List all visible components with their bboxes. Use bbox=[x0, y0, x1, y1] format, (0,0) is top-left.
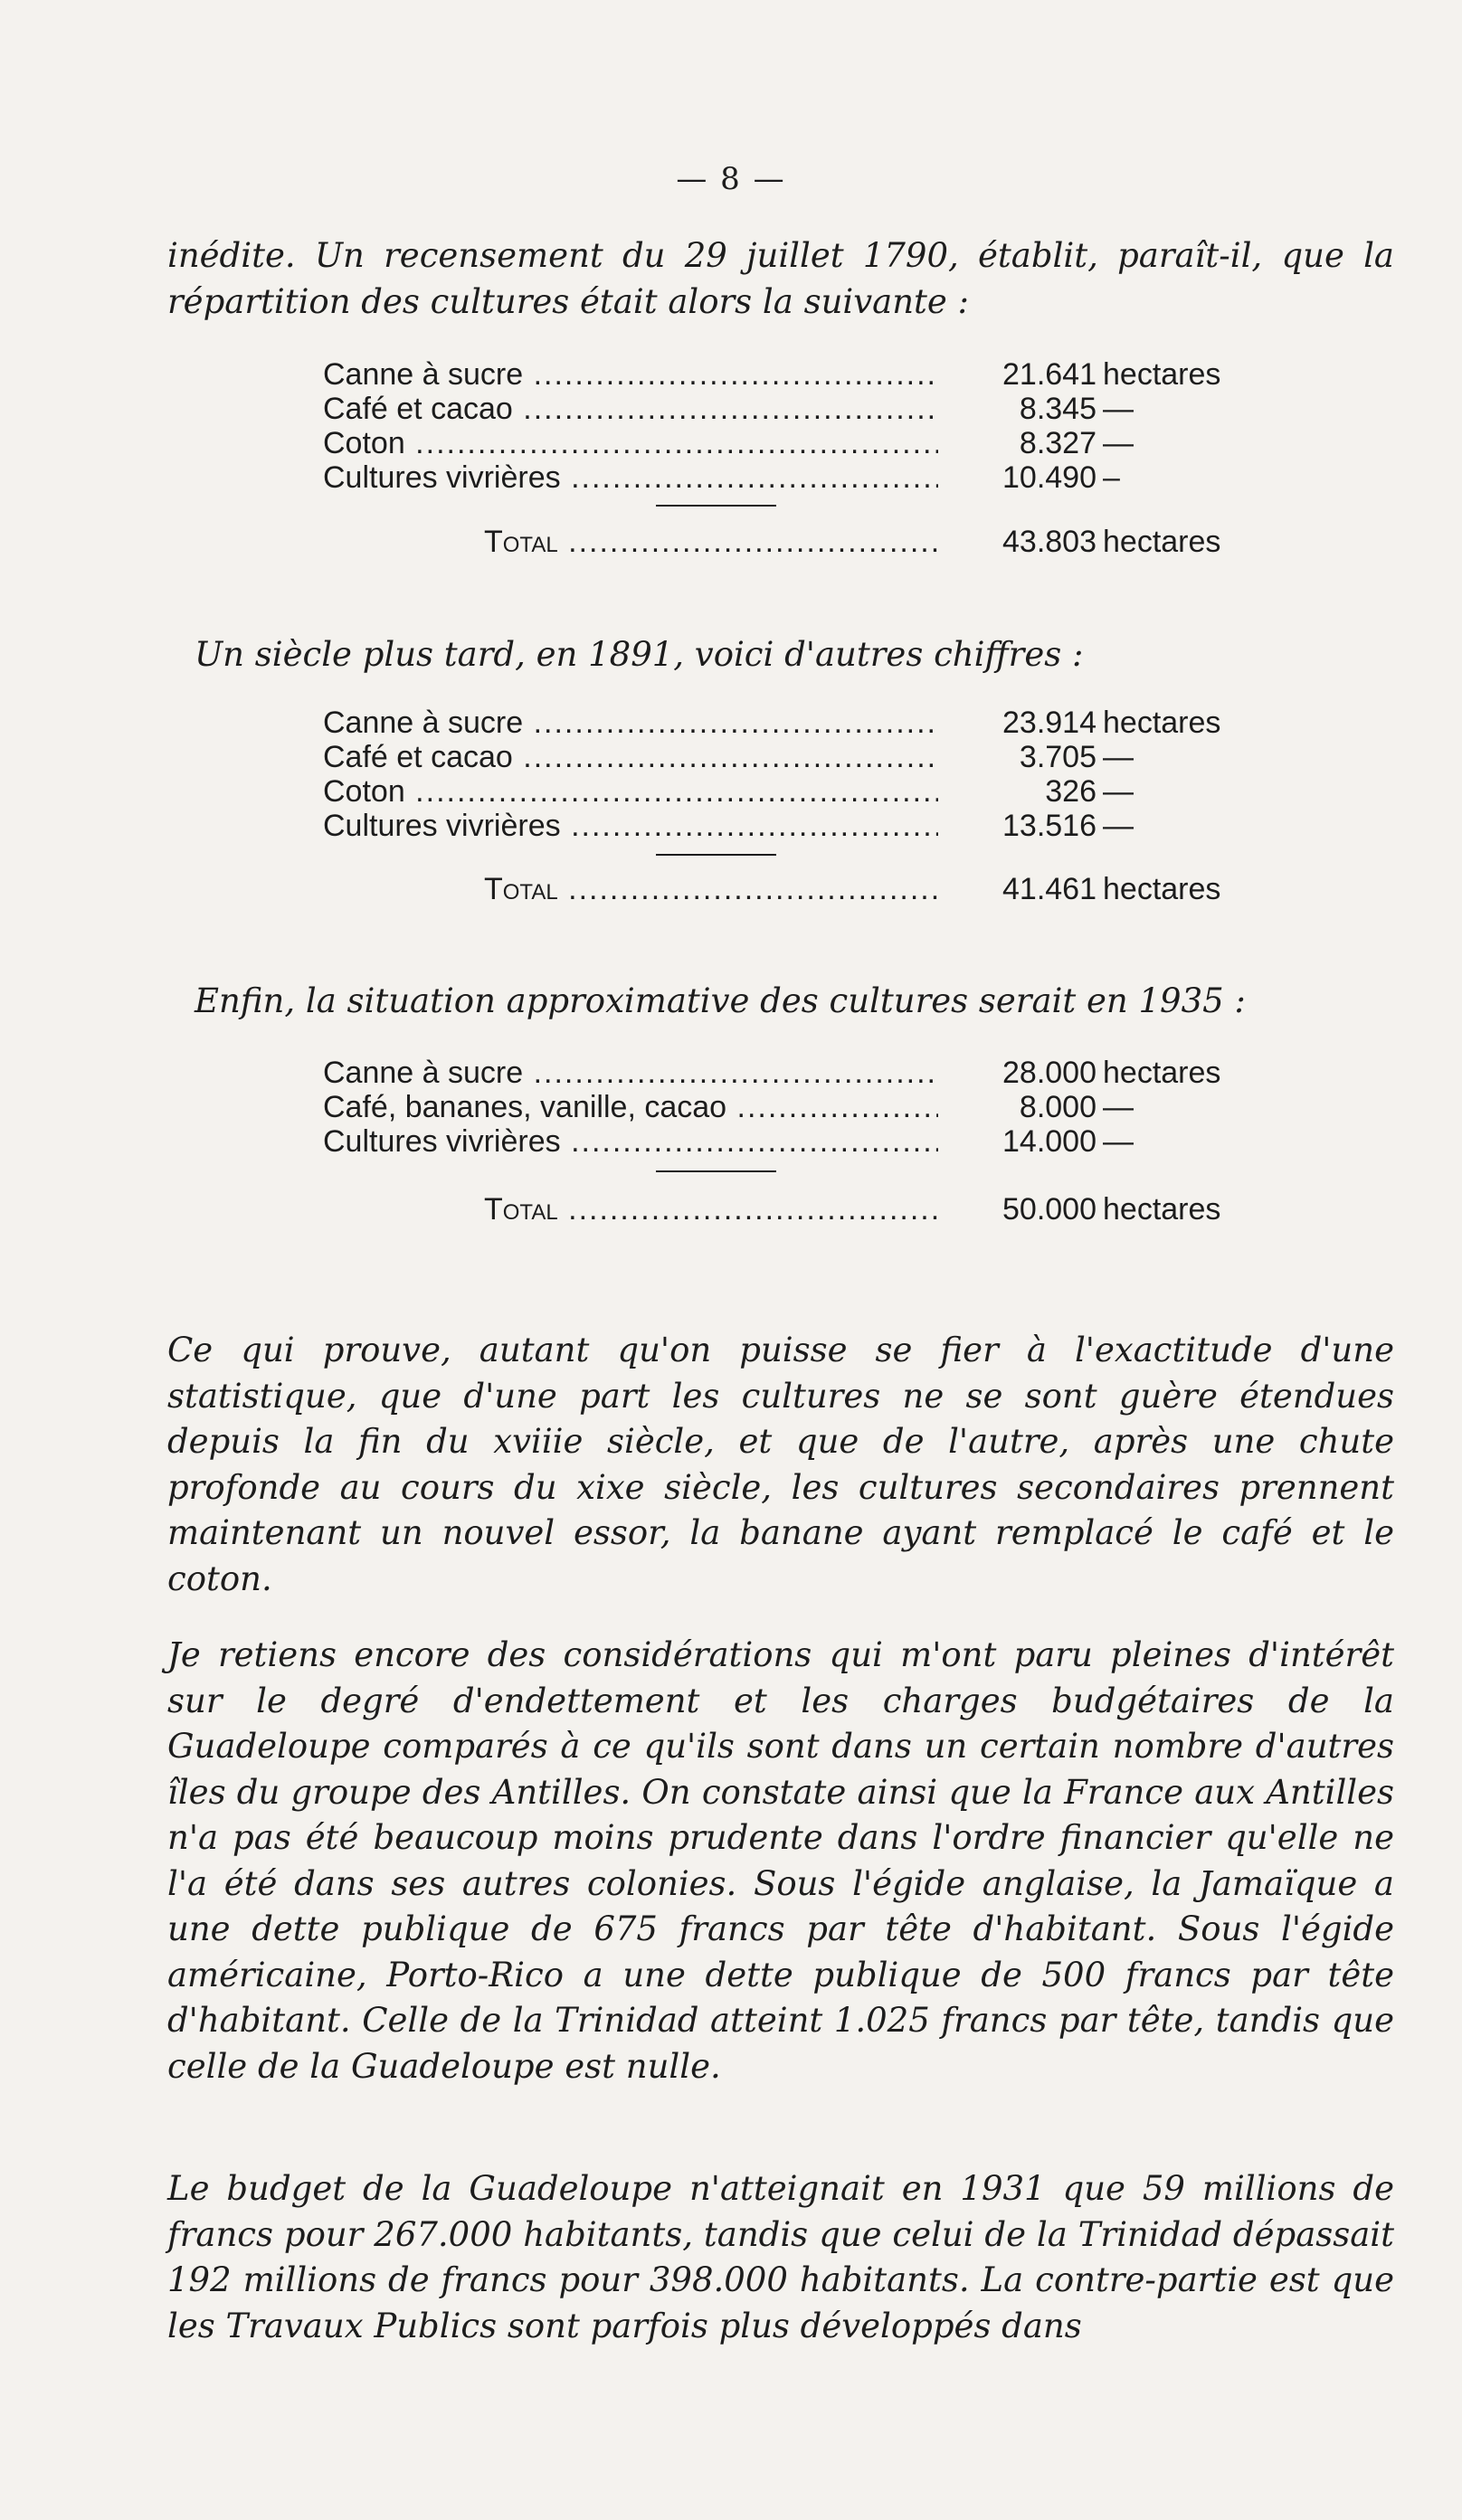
table-row bbox=[323, 740, 1228, 774]
row-label: Cultures vivrières ..... bbox=[323, 809, 938, 843]
total-row bbox=[323, 525, 1228, 559]
row-unit: — bbox=[1103, 1090, 1134, 1124]
table-1935 bbox=[323, 1056, 1228, 1159]
total-unit: hectares bbox=[1103, 525, 1221, 559]
row-value: 10.490 bbox=[938, 460, 1096, 495]
total-rule bbox=[656, 505, 776, 507]
row-unit: – bbox=[1103, 460, 1120, 495]
total-rule bbox=[656, 1170, 776, 1172]
table-1790-total bbox=[323, 525, 1228, 559]
row-unit: hectares bbox=[1103, 1056, 1221, 1090]
table-1891 bbox=[323, 706, 1228, 843]
table-row bbox=[323, 426, 1228, 460]
total-row bbox=[323, 872, 1228, 906]
table-1891-total bbox=[323, 872, 1228, 906]
row-label: Canne à sucre ..... bbox=[323, 1056, 938, 1090]
total-label: Total ..... bbox=[323, 1192, 1099, 1227]
row-value: 3.705 bbox=[938, 740, 1096, 774]
table-row bbox=[323, 460, 1228, 495]
paragraph-intro: inédite. Un recensement du 29 juillet 1790, établit, paraît-il, que la répartition des cultures était alors la suivante : bbox=[167, 236, 1394, 321]
table-row bbox=[323, 774, 1228, 809]
table-row bbox=[323, 392, 1228, 426]
table-row bbox=[323, 1090, 1228, 1124]
total-unit: hectares bbox=[1103, 872, 1221, 906]
intro-1935: Enfin, la situation approximative des cultures serait en 1935 : bbox=[195, 981, 1246, 1020]
row-value: 8.000 bbox=[938, 1090, 1096, 1124]
row-value: 13.516 bbox=[938, 809, 1096, 843]
table-row bbox=[323, 1056, 1228, 1090]
table-row bbox=[323, 706, 1228, 740]
total-row bbox=[323, 1192, 1228, 1227]
paragraph-budget: Le budget de la Guadeloupe n'atteignait en 1931 que 59 millions de francs pour 267.000 habitants, tandis que celui de la Trinidad dépassait 192 millions de francs pour 398.000 habitants. La contre-partie est que les Travaux Publics sont parfois plus développés dans bbox=[167, 2169, 1394, 2345]
table-row bbox=[323, 809, 1228, 843]
row-label: Cultures vivrières ..... bbox=[323, 1124, 938, 1159]
row-label: Cultures vivrières ..... bbox=[323, 460, 938, 495]
row-unit: — bbox=[1103, 740, 1134, 774]
row-label: Café et cacao ..... bbox=[323, 392, 938, 426]
row-value: 8.345 bbox=[938, 392, 1096, 426]
row-unit: hectares bbox=[1103, 357, 1221, 392]
total-value: 50.000 bbox=[938, 1192, 1096, 1227]
row-value: 28.000 bbox=[938, 1056, 1096, 1090]
row-value: 326 bbox=[938, 774, 1096, 809]
row-unit: — bbox=[1103, 392, 1134, 426]
table-1790 bbox=[323, 357, 1228, 495]
total-value: 43.803 bbox=[938, 525, 1096, 559]
page-number: — 8 — bbox=[676, 161, 786, 197]
row-unit: — bbox=[1103, 809, 1134, 843]
row-value: 8.327 bbox=[938, 426, 1096, 460]
row-unit: — bbox=[1103, 426, 1134, 460]
row-label: Café, bananes, vanille, cacao ..... bbox=[323, 1090, 938, 1124]
total-label: Total ..... bbox=[323, 872, 1099, 906]
paragraph-conclusion: Ce qui prouve, autant qu'on puisse se fier à l'exactitude d'une statistique, que d'une part les cultures ne se sont guère étendues depuis la fin du xviiie siècle, et que de l'autre, après une chute profonde au cours du xixe siècle, les cultures secondaires prennent maintenant un nouvel essor, la banane ayant remplacé le café et le coton. bbox=[167, 1331, 1394, 1598]
total-value: 41.461 bbox=[938, 872, 1096, 906]
row-label: Coton ..... bbox=[323, 774, 938, 809]
row-unit: — bbox=[1103, 1124, 1134, 1159]
total-label: Total ..... bbox=[323, 525, 1099, 559]
row-value: 23.914 bbox=[938, 706, 1096, 740]
row-unit: — bbox=[1103, 774, 1134, 809]
row-label: Canne à sucre ..... bbox=[323, 706, 938, 740]
row-unit: hectares bbox=[1103, 706, 1221, 740]
row-value: 21.641 bbox=[938, 357, 1096, 392]
intro-1891: Un siècle plus tard, en 1891, voici d'autres chiffres : bbox=[195, 635, 1084, 674]
row-label: Canne à sucre ..... bbox=[323, 357, 938, 392]
row-value: 14.000 bbox=[938, 1124, 1096, 1159]
total-unit: hectares bbox=[1103, 1192, 1221, 1227]
table-1935-total bbox=[323, 1192, 1228, 1227]
paragraph-debt: Je retiens encore des considérations qui m'ont paru pleines d'intérêt sur le degré d'endettement et les charges budgétaires de la Guadeloupe comparés à ce qu'ils sont dans un certain nombre d'autres îles du groupe des Antilles. On constate ainsi que la France aux Antilles n'a pas été beaucoup moins prudente dans l'ordre financier qu'elle ne l'a été dans ses autres colonies. Sous l'égide anglaise, la Jamaïque a une dette publique de 675 francs par tête d'habitant. Sous l'égide américaine, Porto-Rico a une dette publique de 500 francs par tête d'habitant. Celle de la Trinidad atteint 1.025 francs par tête, tandis que celle de la Guadeloupe est nulle. bbox=[167, 1635, 1394, 2086]
table-row bbox=[323, 1124, 1228, 1159]
row-label: Café et cacao ..... bbox=[323, 740, 938, 774]
table-row bbox=[323, 357, 1228, 392]
total-rule bbox=[656, 854, 776, 856]
row-label: Coton ..... bbox=[323, 426, 938, 460]
